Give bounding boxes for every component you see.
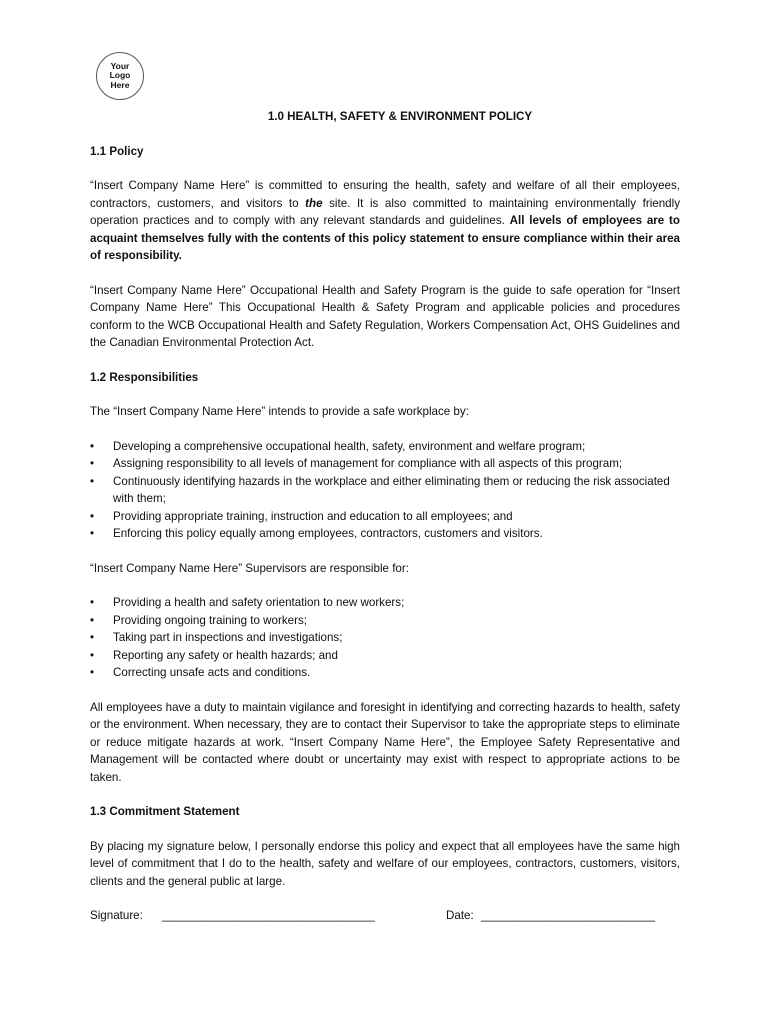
supervisor-responsibility-list (90, 594, 680, 682)
policy-paragraph-1: “Insert Company Name Here” is committed to ensuring the health, safety and welfare of all their employees, contractors, customers, and visitors to the site. It is also committed to maintaining environmentally friendly operation practices and to comply with any relevant standards and guidelines. All levels of employees are to acquaint themselves fully with the contents of this policy statement to ensure compliance within their area of responsibility. (90, 179, 680, 262)
signature-row (90, 907, 680, 925)
list-item: • Reporting any safety or health hazards; and (90, 647, 680, 665)
signature-label: Signature: (90, 909, 143, 922)
list-item: • Continuously identifying hazards in the workplace and either eliminating them or reducing the risk associated with them; (90, 473, 680, 508)
signature-field[interactable]: _________________________________ (162, 909, 375, 922)
company-logo-placeholder (96, 52, 144, 100)
list-item: • Providing a health and safety orientation to new workers; (90, 594, 680, 612)
supervisors-intro: “Insert Company Name Here” Supervisors are responsible for: (90, 561, 409, 575)
list-item: • Developing a comprehensive occupational health, safety, environment and welfare program; (90, 438, 680, 456)
list-item: • Assigning responsibility to all levels of management for compliance with all aspects of this program; (90, 455, 680, 473)
document-title: 1.0 HEALTH, SAFETY & ENVIRONMENT POLICY (267, 110, 533, 123)
list-item: • Providing appropriate training, instruction and education to all employees; and (90, 508, 680, 526)
date-field[interactable]: ___________________________ (481, 909, 656, 922)
policy-document (90, 108, 680, 925)
list-item: • Taking part in inspections and investigations; (90, 629, 680, 647)
logo-text: Your Logo Here (109, 60, 131, 90)
commitment-heading: 1.3 Commitment Statement (90, 805, 240, 818)
policy-heading: 1.1 Policy (90, 144, 144, 158)
employees-duty-paragraph: All employees have a duty to maintain vigilance and foresight in identifying and correcting hazards to health, safety or the environment. When necessary, they are to contact their Supervisor to take the appropriate steps to eliminate or reduce mitigate hazards at work. “Insert Company Name Here”, the Employee Safety Representative and Management will be contacted where doubt or uncertainty may exist with respect to appropriate actions to be taken. (90, 700, 680, 784)
company-responsibility-list (90, 438, 680, 543)
list-item: • Enforcing this policy equally among employees, contractors, customers and visitors. (90, 525, 680, 543)
policy-paragraph-2: “Insert Company Name Here” Occupational Health and Safety Program is the guide to safe operation for “Insert Company Name Here” This Occupational Health & Safety Program and applicable policies and procedures conform to the WCB Occupational Health and Safety Regulation, Workers Compensation Act, OHS Guidelines and the Canadian Environmental Protection Act. (90, 283, 680, 349)
list-item: • Correcting unsafe acts and conditions. (90, 664, 680, 682)
commitment-paragraph: By placing my signature below, I personally endorse this policy and expect that all employees have the same high level of commitment that I do to the health, safety and welfare of our employees, contractors, customers, visitors, clients and the general public at large. (90, 839, 680, 888)
responsibilities-heading: 1.2 Responsibilities (90, 370, 199, 384)
list-item: • Providing ongoing training to workers; (90, 612, 680, 630)
responsibilities-intro: The “Insert Company Name Here” intends to provide a safe workplace by: (90, 405, 469, 418)
date-label: Date: (446, 909, 474, 922)
